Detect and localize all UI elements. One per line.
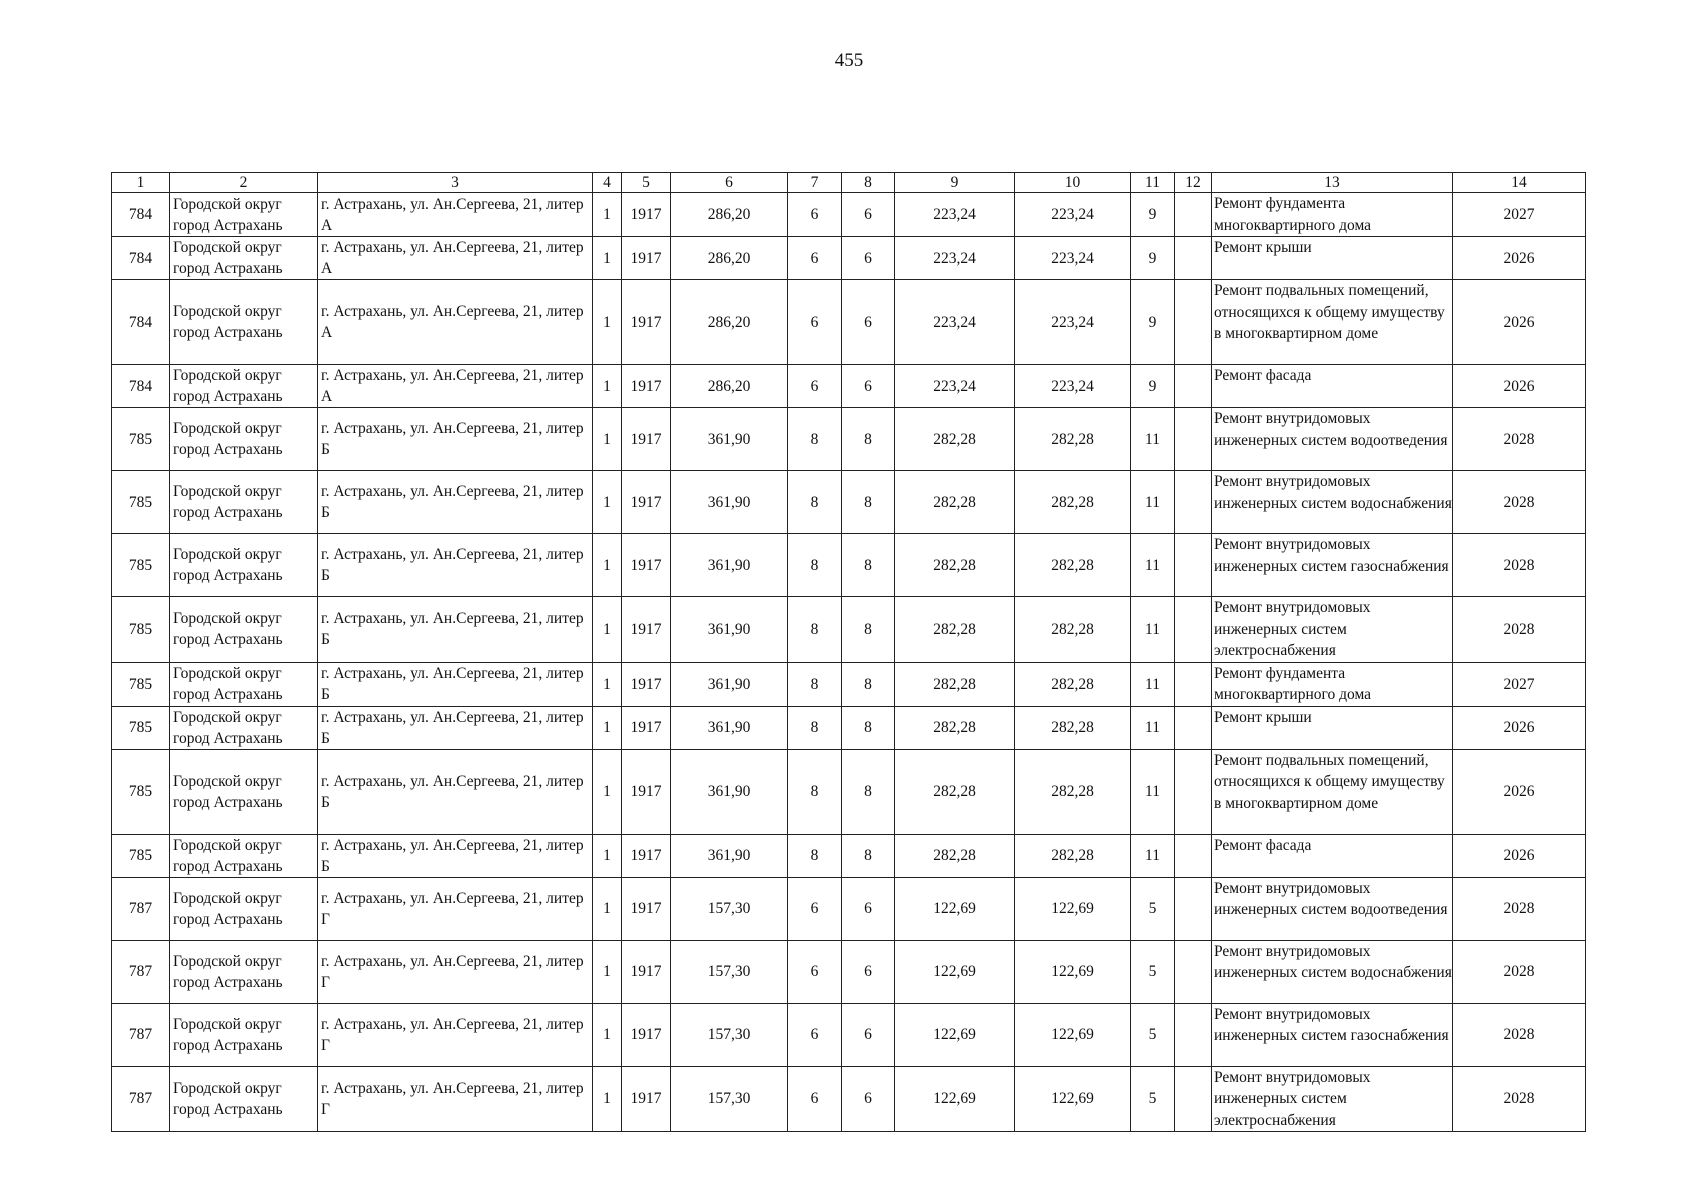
col4-cell: 1 — [593, 408, 622, 471]
col11-cell: 11 — [1131, 408, 1175, 471]
area-cell: 361,90 — [671, 706, 788, 749]
col8-cell: 8 — [842, 408, 895, 471]
col12-cell — [1175, 662, 1212, 706]
planned-year-cell: 2026 — [1453, 749, 1586, 834]
municipality-cell: Городской округ город Астрахань — [170, 534, 318, 597]
col11-cell: 11 — [1131, 471, 1175, 534]
capital-repair-table — [111, 172, 1586, 1132]
col7-cell: 8 — [788, 749, 842, 834]
col4-cell: 1 — [593, 365, 622, 408]
address-cell: г. Астрахань, ул. Ан.Сергеева, 21, литер Б — [318, 662, 593, 706]
col11-cell: 5 — [1131, 1066, 1175, 1132]
municipality-cell: Городской округ город Астрахань — [170, 237, 318, 280]
col4-cell: 1 — [593, 280, 622, 365]
year-built-cell: 1917 — [622, 471, 671, 534]
col9-cell: 282,28 — [895, 749, 1015, 834]
col4-cell: 1 — [593, 834, 622, 877]
work-type-cell: Ремонт внутридомовых инженерных систем водоснабжения — [1212, 471, 1453, 534]
area-cell: 361,90 — [671, 749, 788, 834]
column-header: 4 — [593, 173, 622, 193]
col10-cell: 282,28 — [1015, 471, 1131, 534]
row-number-cell: 784 — [112, 365, 170, 408]
column-header: 1 — [112, 173, 170, 193]
row-number-cell: 784 — [112, 237, 170, 280]
address-cell: г. Астрахань, ул. Ан.Сергеева, 21, литер А — [318, 365, 593, 408]
col12-cell — [1175, 834, 1212, 877]
col10-cell: 282,28 — [1015, 749, 1131, 834]
col12-cell — [1175, 706, 1212, 749]
column-header: 9 — [895, 173, 1015, 193]
page-number: 455 — [834, 50, 864, 71]
col8-cell: 6 — [842, 940, 895, 1003]
col7-cell: 8 — [788, 471, 842, 534]
table-row — [112, 1066, 1586, 1132]
col9-cell: 282,28 — [895, 662, 1015, 706]
col4-cell: 1 — [593, 193, 622, 237]
col4-cell: 1 — [593, 940, 622, 1003]
planned-year-cell: 2028 — [1453, 597, 1586, 663]
row-number-cell: 784 — [112, 280, 170, 365]
work-type-cell: Ремонт подвальных помещений, относящихся к общему имуществу в многоквартирном доме — [1212, 749, 1453, 834]
year-built-cell: 1917 — [622, 1066, 671, 1132]
col7-cell: 8 — [788, 597, 842, 663]
column-header: 7 — [788, 173, 842, 193]
column-header: 13 — [1212, 173, 1453, 193]
col9-cell: 282,28 — [895, 534, 1015, 597]
col8-cell: 6 — [842, 1003, 895, 1066]
col12-cell — [1175, 534, 1212, 597]
municipality-cell: Городской округ город Астрахань — [170, 597, 318, 663]
work-type-cell: Ремонт подвальных помещений, относящихся к общему имуществу в многоквартирном доме — [1212, 280, 1453, 365]
col8-cell: 6 — [842, 280, 895, 365]
area-cell: 286,20 — [671, 280, 788, 365]
planned-year-cell: 2026 — [1453, 237, 1586, 280]
area-cell: 286,20 — [671, 365, 788, 408]
planned-year-cell: 2028 — [1453, 877, 1586, 940]
col10-cell: 223,24 — [1015, 237, 1131, 280]
col9-cell: 122,69 — [895, 1066, 1015, 1132]
municipality-cell: Городской округ город Астрахань — [170, 1066, 318, 1132]
work-type-cell: Ремонт фасада — [1212, 834, 1453, 877]
row-number-cell: 787 — [112, 940, 170, 1003]
column-header: 5 — [622, 173, 671, 193]
col4-cell: 1 — [593, 749, 622, 834]
col12-cell — [1175, 1003, 1212, 1066]
municipality-cell: Городской округ город Астрахань — [170, 877, 318, 940]
address-cell: г. Астрахань, ул. Ан.Сергеева, 21, литер Г — [318, 1003, 593, 1066]
year-built-cell: 1917 — [622, 280, 671, 365]
address-cell: г. Астрахань, ул. Ан.Сергеева, 21, литер Б — [318, 408, 593, 471]
planned-year-cell: 2026 — [1453, 365, 1586, 408]
col9-cell: 122,69 — [895, 1003, 1015, 1066]
planned-year-cell: 2028 — [1453, 534, 1586, 597]
municipality-cell: Городской округ город Астрахань — [170, 706, 318, 749]
municipality-cell: Городской округ город Астрахань — [170, 408, 318, 471]
col7-cell: 6 — [788, 940, 842, 1003]
row-number-cell: 785 — [112, 471, 170, 534]
table-row — [112, 534, 1586, 597]
work-type-cell: Ремонт фундамента многоквартирного дома — [1212, 193, 1453, 237]
area-cell: 361,90 — [671, 834, 788, 877]
address-cell: г. Астрахань, ул. Ан.Сергеева, 21, литер Б — [318, 471, 593, 534]
col9-cell: 282,28 — [895, 471, 1015, 534]
col11-cell: 5 — [1131, 1003, 1175, 1066]
work-type-cell: Ремонт внутридомовых инженерных систем водоснабжения — [1212, 940, 1453, 1003]
table-row — [112, 662, 1586, 706]
col11-cell: 9 — [1131, 193, 1175, 237]
col10-cell: 282,28 — [1015, 534, 1131, 597]
year-built-cell: 1917 — [622, 749, 671, 834]
col8-cell: 8 — [842, 749, 895, 834]
planned-year-cell: 2028 — [1453, 940, 1586, 1003]
col12-cell — [1175, 749, 1212, 834]
municipality-cell: Городской округ город Астрахань — [170, 193, 318, 237]
year-built-cell: 1917 — [622, 534, 671, 597]
col10-cell: 282,28 — [1015, 597, 1131, 663]
table-row — [112, 365, 1586, 408]
address-cell: г. Астрахань, ул. Ан.Сергеева, 21, литер Б — [318, 706, 593, 749]
table-row — [112, 1003, 1586, 1066]
table-row — [112, 280, 1586, 365]
work-type-cell: Ремонт внутридомовых инженерных систем водоотведения — [1212, 877, 1453, 940]
col10-cell: 122,69 — [1015, 877, 1131, 940]
col9-cell: 122,69 — [895, 940, 1015, 1003]
municipality-cell: Городской округ город Астрахань — [170, 940, 318, 1003]
col12-cell — [1175, 471, 1212, 534]
col10-cell: 282,28 — [1015, 662, 1131, 706]
column-header: 3 — [318, 173, 593, 193]
planned-year-cell: 2028 — [1453, 408, 1586, 471]
area-cell: 157,30 — [671, 1066, 788, 1132]
col11-cell: 11 — [1131, 662, 1175, 706]
planned-year-cell: 2027 — [1453, 662, 1586, 706]
col4-cell: 1 — [593, 471, 622, 534]
address-cell: г. Астрахань, ул. Ан.Сергеева, 21, литер Б — [318, 534, 593, 597]
col11-cell: 5 — [1131, 940, 1175, 1003]
col8-cell: 6 — [842, 237, 895, 280]
col12-cell — [1175, 237, 1212, 280]
col12-cell — [1175, 365, 1212, 408]
col11-cell: 9 — [1131, 280, 1175, 365]
address-cell: г. Астрахань, ул. Ан.Сергеева, 21, литер Б — [318, 597, 593, 663]
col12-cell — [1175, 408, 1212, 471]
municipality-cell: Городской округ город Астрахань — [170, 365, 318, 408]
col9-cell: 223,24 — [895, 237, 1015, 280]
col7-cell: 8 — [788, 662, 842, 706]
col9-cell: 282,28 — [895, 834, 1015, 877]
col9-cell: 122,69 — [895, 877, 1015, 940]
col10-cell: 223,24 — [1015, 193, 1131, 237]
col7-cell: 6 — [788, 877, 842, 940]
col12-cell — [1175, 1066, 1212, 1132]
col10-cell: 282,28 — [1015, 408, 1131, 471]
table-row — [112, 408, 1586, 471]
area-cell: 361,90 — [671, 662, 788, 706]
work-type-cell: Ремонт крыши — [1212, 706, 1453, 749]
column-header: 10 — [1015, 173, 1131, 193]
row-number-cell: 785 — [112, 749, 170, 834]
year-built-cell: 1917 — [622, 193, 671, 237]
planned-year-cell: 2026 — [1453, 280, 1586, 365]
col4-cell: 1 — [593, 597, 622, 663]
col10-cell: 122,69 — [1015, 940, 1131, 1003]
planned-year-cell: 2028 — [1453, 1066, 1586, 1132]
work-type-cell: Ремонт внутридомовых инженерных систем газоснабжения — [1212, 534, 1453, 597]
table-row — [112, 834, 1586, 877]
col4-cell: 1 — [593, 1003, 622, 1066]
column-header: 12 — [1175, 173, 1212, 193]
row-number-cell: 785 — [112, 834, 170, 877]
col8-cell: 6 — [842, 1066, 895, 1132]
col7-cell: 6 — [788, 1003, 842, 1066]
year-built-cell: 1917 — [622, 662, 671, 706]
table-body — [112, 193, 1586, 1132]
municipality-cell: Городской округ город Астрахань — [170, 471, 318, 534]
row-number-cell: 787 — [112, 1066, 170, 1132]
col4-cell: 1 — [593, 534, 622, 597]
col8-cell: 8 — [842, 662, 895, 706]
col11-cell: 9 — [1131, 365, 1175, 408]
col7-cell: 6 — [788, 280, 842, 365]
address-cell: г. Астрахань, ул. Ан.Сергеева, 21, литер Г — [318, 940, 593, 1003]
year-built-cell: 1917 — [622, 365, 671, 408]
col11-cell: 11 — [1131, 706, 1175, 749]
row-number-cell: 785 — [112, 662, 170, 706]
address-cell: г. Астрахань, ул. Ан.Сергеева, 21, литер Г — [318, 877, 593, 940]
year-built-cell: 1917 — [622, 597, 671, 663]
col9-cell: 223,24 — [895, 280, 1015, 365]
col7-cell: 6 — [788, 193, 842, 237]
work-type-cell: Ремонт внутридомовых инженерных систем электроснабжения — [1212, 1066, 1453, 1132]
municipality-cell: Городской округ город Астрахань — [170, 280, 318, 365]
row-number-cell: 787 — [112, 877, 170, 940]
address-cell: г. Астрахань, ул. Ан.Сергеева, 21, литер А — [318, 237, 593, 280]
col10-cell: 223,24 — [1015, 280, 1131, 365]
col8-cell: 6 — [842, 365, 895, 408]
address-cell: г. Астрахань, ул. Ан.Сергеева, 21, литер А — [318, 193, 593, 237]
col12-cell — [1175, 940, 1212, 1003]
col9-cell: 223,24 — [895, 365, 1015, 408]
year-built-cell: 1917 — [622, 1003, 671, 1066]
col7-cell: 8 — [788, 534, 842, 597]
col8-cell: 6 — [842, 877, 895, 940]
col11-cell: 11 — [1131, 749, 1175, 834]
work-type-cell: Ремонт внутридомовых инженерных систем газоснабжения — [1212, 1003, 1453, 1066]
planned-year-cell: 2028 — [1453, 1003, 1586, 1066]
year-built-cell: 1917 — [622, 408, 671, 471]
column-header: 11 — [1131, 173, 1175, 193]
col11-cell: 11 — [1131, 597, 1175, 663]
col7-cell: 8 — [788, 408, 842, 471]
col4-cell: 1 — [593, 706, 622, 749]
col12-cell — [1175, 193, 1212, 237]
work-type-cell: Ремонт внутридомовых инженерных систем электроснабжения — [1212, 597, 1453, 663]
area-cell: 157,30 — [671, 877, 788, 940]
col12-cell — [1175, 280, 1212, 365]
table-row — [112, 877, 1586, 940]
row-number-cell: 785 — [112, 597, 170, 663]
col7-cell: 8 — [788, 834, 842, 877]
col8-cell: 8 — [842, 834, 895, 877]
col11-cell: 11 — [1131, 834, 1175, 877]
col12-cell — [1175, 877, 1212, 940]
column-header: 6 — [671, 173, 788, 193]
column-header: 2 — [170, 173, 318, 193]
work-type-cell: Ремонт фасада — [1212, 365, 1453, 408]
col8-cell: 8 — [842, 471, 895, 534]
year-built-cell: 1917 — [622, 834, 671, 877]
year-built-cell: 1917 — [622, 940, 671, 1003]
col9-cell: 282,28 — [895, 597, 1015, 663]
column-header: 14 — [1453, 173, 1586, 193]
planned-year-cell: 2026 — [1453, 706, 1586, 749]
column-number-row — [112, 173, 1586, 193]
area-cell: 361,90 — [671, 471, 788, 534]
table-row — [112, 706, 1586, 749]
planned-year-cell: 2028 — [1453, 471, 1586, 534]
municipality-cell: Городской округ город Астрахань — [170, 662, 318, 706]
table-row — [112, 940, 1586, 1003]
col8-cell: 8 — [842, 597, 895, 663]
col4-cell: 1 — [593, 1066, 622, 1132]
col7-cell: 8 — [788, 706, 842, 749]
column-header: 8 — [842, 173, 895, 193]
row-number-cell: 784 — [112, 193, 170, 237]
year-built-cell: 1917 — [622, 877, 671, 940]
col11-cell: 5 — [1131, 877, 1175, 940]
area-cell: 361,90 — [671, 408, 788, 471]
col10-cell: 223,24 — [1015, 365, 1131, 408]
col4-cell: 1 — [593, 877, 622, 940]
row-number-cell: 785 — [112, 706, 170, 749]
year-built-cell: 1917 — [622, 706, 671, 749]
col10-cell: 282,28 — [1015, 706, 1131, 749]
col9-cell: 282,28 — [895, 408, 1015, 471]
col7-cell: 6 — [788, 237, 842, 280]
table-row — [112, 597, 1586, 663]
area-cell: 361,90 — [671, 597, 788, 663]
address-cell: г. Астрахань, ул. Ан.Сергеева, 21, литер А — [318, 280, 593, 365]
municipality-cell: Городской округ город Астрахань — [170, 1003, 318, 1066]
address-cell: г. Астрахань, ул. Ан.Сергеева, 21, литер Г — [318, 1066, 593, 1132]
area-cell: 361,90 — [671, 534, 788, 597]
address-cell: г. Астрахань, ул. Ан.Сергеева, 21, литер Б — [318, 834, 593, 877]
col10-cell: 122,69 — [1015, 1066, 1131, 1132]
table-row — [112, 193, 1586, 237]
table-row — [112, 471, 1586, 534]
col9-cell: 282,28 — [895, 706, 1015, 749]
row-number-cell: 785 — [112, 534, 170, 597]
col10-cell: 122,69 — [1015, 1003, 1131, 1066]
address-cell: г. Астрахань, ул. Ан.Сергеева, 21, литер Б — [318, 749, 593, 834]
col12-cell — [1175, 597, 1212, 663]
area-cell: 157,30 — [671, 1003, 788, 1066]
municipality-cell: Городской округ город Астрахань — [170, 749, 318, 834]
col11-cell: 11 — [1131, 534, 1175, 597]
row-number-cell: 785 — [112, 408, 170, 471]
table-row — [112, 237, 1586, 280]
work-type-cell: Ремонт внутридомовых инженерных систем водоотведения — [1212, 408, 1453, 471]
table-row — [112, 749, 1586, 834]
col7-cell: 6 — [788, 365, 842, 408]
col8-cell: 8 — [842, 706, 895, 749]
municipality-cell: Городской округ город Астрахань — [170, 834, 318, 877]
col9-cell: 223,24 — [895, 193, 1015, 237]
planned-year-cell: 2026 — [1453, 834, 1586, 877]
col8-cell: 6 — [842, 193, 895, 237]
col11-cell: 9 — [1131, 237, 1175, 280]
col10-cell: 282,28 — [1015, 834, 1131, 877]
col7-cell: 6 — [788, 1066, 842, 1132]
year-built-cell: 1917 — [622, 237, 671, 280]
area-cell: 157,30 — [671, 940, 788, 1003]
col8-cell: 8 — [842, 534, 895, 597]
work-type-cell: Ремонт крыши — [1212, 237, 1453, 280]
planned-year-cell: 2027 — [1453, 193, 1586, 237]
area-cell: 286,20 — [671, 237, 788, 280]
col4-cell: 1 — [593, 662, 622, 706]
col4-cell: 1 — [593, 237, 622, 280]
work-type-cell: Ремонт фундамента многоквартирного дома — [1212, 662, 1453, 706]
row-number-cell: 787 — [112, 1003, 170, 1066]
area-cell: 286,20 — [671, 193, 788, 237]
